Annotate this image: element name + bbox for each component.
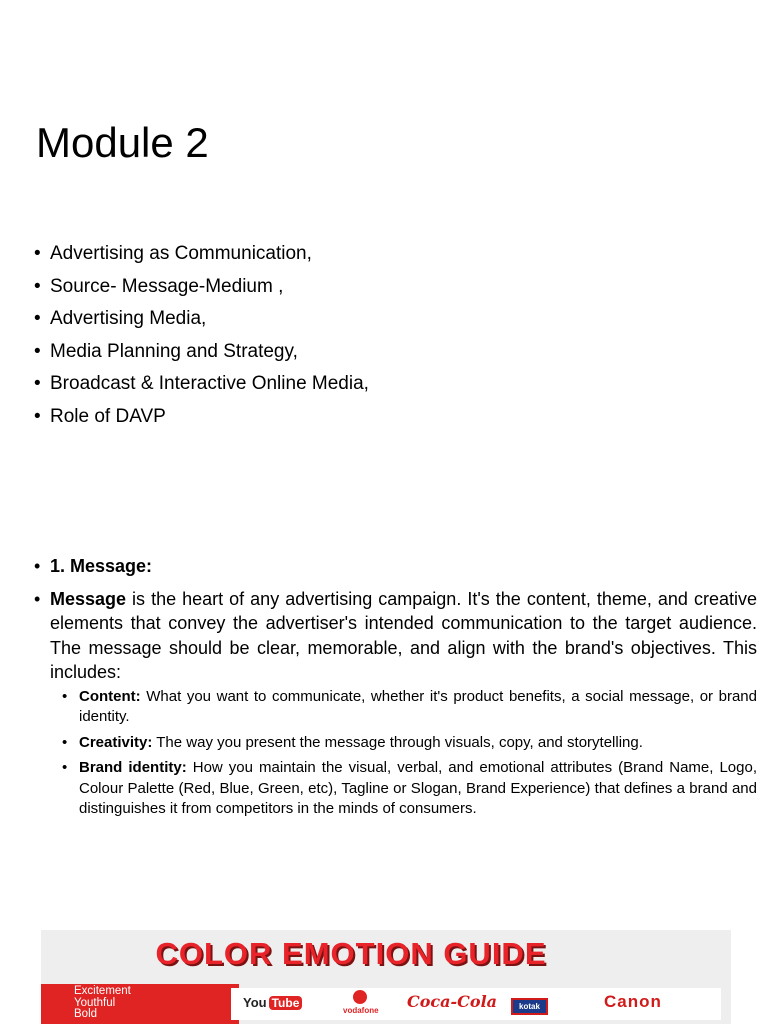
topic-item: • Role of DAVP: [32, 401, 369, 434]
sublist-item-brand-identity: [50, 758, 757, 820]
kotak-logo: [511, 996, 548, 1015]
message-section: [32, 554, 757, 828]
topic-item: • Source- Message-Medium ,: [32, 271, 369, 304]
cocacola-logo: Coca-Cola: [407, 992, 498, 1011]
emotion-word: Bold: [74, 1008, 98, 1020]
emotion-word: Excitement: [74, 985, 131, 997]
youtube-logo: [243, 994, 302, 1012]
vodafone-icon: [353, 990, 367, 1004]
topic-item: • Advertising Media,: [32, 303, 369, 336]
sublist-label: Creativity:: [79, 733, 153, 751]
kotak-logo-text: kotak: [511, 998, 548, 1015]
topic-item: • Advertising as Communication,: [32, 238, 369, 271]
message-definition-text: is the heart of any advertising campaign. It's the content, theme, and creative elements that convey the advertiser's intended communication to the target audience. The message should be clear, memorable, and align with the brand's objectives. This includes:: [50, 588, 757, 682]
message-heading: 1. Message:: [50, 556, 153, 576]
topic-list: [32, 238, 369, 433]
message-sublist: [50, 687, 757, 820]
sublist-text: What you want to communicate, whether it's product benefits, a social message, or brand identity.: [79, 687, 757, 725]
sublist-item-creativity: [50, 733, 757, 754]
color-emotion-banner: [41, 930, 731, 1024]
vodafone-logo-text: vodafone: [343, 1006, 379, 1015]
emotion-color-swatch: [41, 984, 239, 1024]
message-heading-item: [32, 554, 757, 579]
emotion-word: Youthful: [74, 996, 116, 1009]
page-title: Module 2: [36, 119, 209, 166]
youtube-logo-you: You: [243, 995, 267, 1010]
message-term: Message: [50, 588, 127, 609]
sublist-text: How you maintain the visual, verbal, and emotional attributes (Brand Name, Logo, Colour Palette (Red, Blue, Green, etc), Tagline or Slogan, Brand Experience) that defines a brand and distinguishes it from competitors in the minds of consumers.: [79, 759, 757, 817]
youtube-logo-tube: Tube: [269, 996, 303, 1010]
banner-title: COLOR EMOTION GUIDE: [155, 936, 547, 971]
canon-logo: Canon: [604, 992, 662, 1011]
sublist-item-content: [50, 687, 757, 728]
sublist-text: The way you present the message through visuals, copy, and storytelling.: [152, 733, 643, 751]
message-definition: [32, 587, 757, 820]
emotion-words: [74, 986, 131, 1021]
topic-item: • Broadcast & Interactive Online Media,: [32, 368, 369, 401]
topic-item: • Media Planning and Strategy,: [32, 336, 369, 369]
sublist-label: Content:: [79, 687, 141, 705]
sublist-label: Brand identity:: [79, 759, 187, 776]
